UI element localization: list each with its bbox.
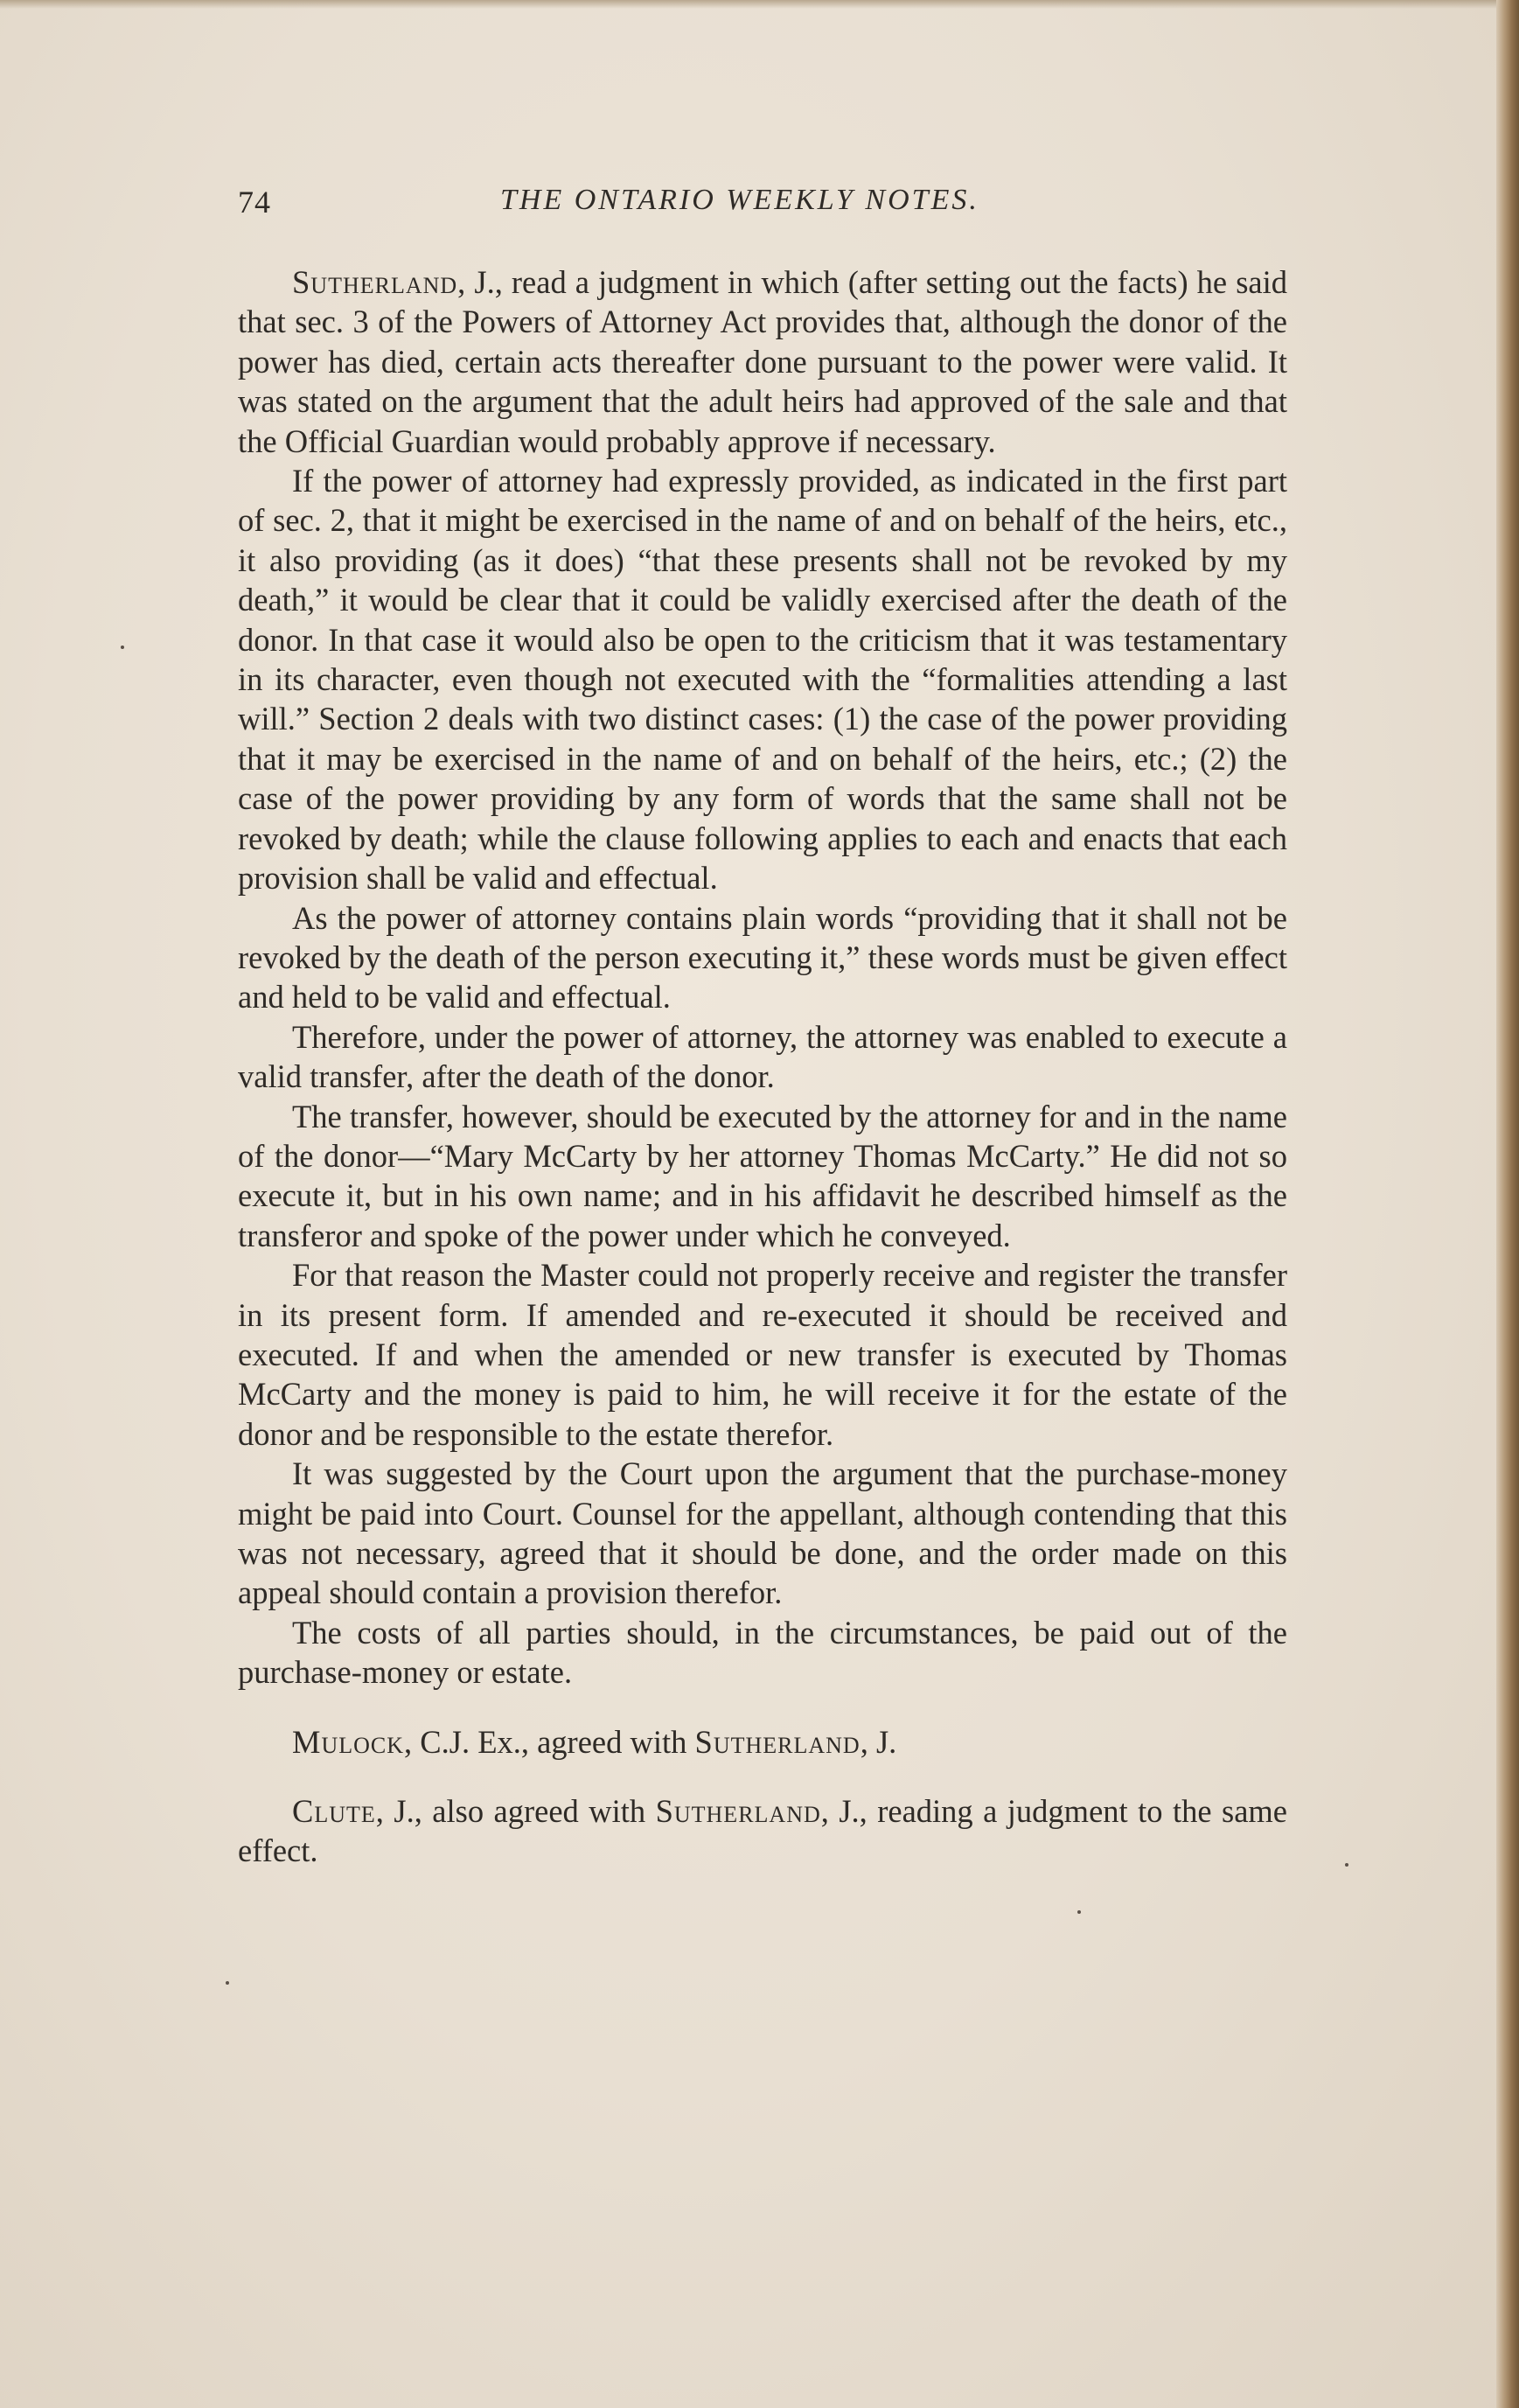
paragraph-clute-concurrence: [238, 1791, 1287, 1871]
concurrence-text: , J., also agreed with: [375, 1793, 656, 1830]
paragraph-therefore: Therefore, under the power of attorney, the attorney was enabled to execute a valid transfer, after the death of the donor.: [238, 1018, 1287, 1095]
concurrence-text-end: , J., reading a judgment to the same effect.: [238, 1793, 1287, 1869]
referenced-judge-name: Sutherland: [655, 1793, 821, 1830]
paragraph-costs: The costs of all parties should, in the circumstances, be paid out of the purchase-money or estate.: [238, 1614, 1287, 1691]
paragraph-purchase-money: It was suggested by the Court upon the argument that the purchase-money might be paid into Court. Counsel for the appellant, although contending that this was not necessary, agreed that it should be done, and the order made on this appeal should contain a provision therefor.: [238, 1455, 1287, 1611]
paper-speck: [226, 1981, 229, 1985]
judgment-text: [238, 262, 1287, 1871]
paper-speck: [121, 646, 124, 649]
paragraph-mulock-concurrence: [238, 1722, 1287, 1762]
page-binding-edge: [1496, 0, 1519, 2408]
paragraph-sutherland-judgment: [238, 262, 1287, 461]
page-header: [238, 184, 1287, 227]
paragraph-text: , J., read a judgment in which (after setting out the facts) he said that sec. 3 of the Powers of Attorney Act provides that, although the donor of the power has died, certain acts thereafter done pursuant to the power were valid. It was stated on the argument that the adult heirs had approved of the sale and that the Official Guardian would probably approve if necessary.: [238, 264, 1287, 459]
running-title: THE ONTARIO WEEKLY NOTES.: [500, 184, 979, 216]
concurrence-text-end: , J.: [860, 1723, 897, 1760]
paragraph-power-of-attorney: If the power of attorney had expressly provided, as indicated in the first part of sec. 2, that it might be exercised in the name of and on behalf of the heirs, etc., it also providing (as it does) “that these presents shall not be revoked by my death,” it would be clear that it could be validly exercised after the death of the donor. In that case it would also be open to the criticism that it was testamentary in its character, even though not executed with the “formalities attending a last will.” Section 2 deals with two distinct cases: (1) the case of the power providing that it may be exercised in the name of and on behalf of the heirs, etc.; (2) the case of the power providing by any form of words that the same shall not be revoked by death; while the clause following applies to each and enacts that each provision shall be valid and effectual.: [238, 463, 1287, 897]
page-number: 74: [238, 185, 271, 220]
paragraph-transfer-execution: The transfer, however, should be executed by the attorney for and in the name of the donor—“Mary McCarty by her attorney Thomas McCarty.” He did not so execute it, but in his own name; and in his affidavit he described himself as the transferor and spoke of the power under which he conveyed.: [238, 1098, 1287, 1253]
paper-speck: [1345, 1863, 1348, 1867]
paragraph-plain-words: As the power of attorney contains plain words “providing that it shall not be revoked by the death of the person executing it,” these words must be given effect and held to be valid and effectual.: [238, 899, 1287, 1016]
page-top-edge: [0, 0, 1519, 9]
judge-name: Clute: [292, 1793, 376, 1830]
judge-name: Sutherland: [292, 264, 458, 300]
judge-name: Mulock: [292, 1723, 405, 1760]
concurrence-text: , C.J. Ex., agreed with: [404, 1723, 695, 1760]
paragraph-master-register: For that reason the Master could not properly receive and register the transfer in its present form. If amended and re-executed it should be received and executed. If and when the amended or new transfer is executed by Thomas McCarty and the money is paid to him, he will receive it for the estate of the donor and be responsible to the estate therefor.: [238, 1257, 1287, 1452]
referenced-judge-name: Sutherland: [694, 1723, 861, 1760]
paper-speck: [1077, 1910, 1081, 1914]
